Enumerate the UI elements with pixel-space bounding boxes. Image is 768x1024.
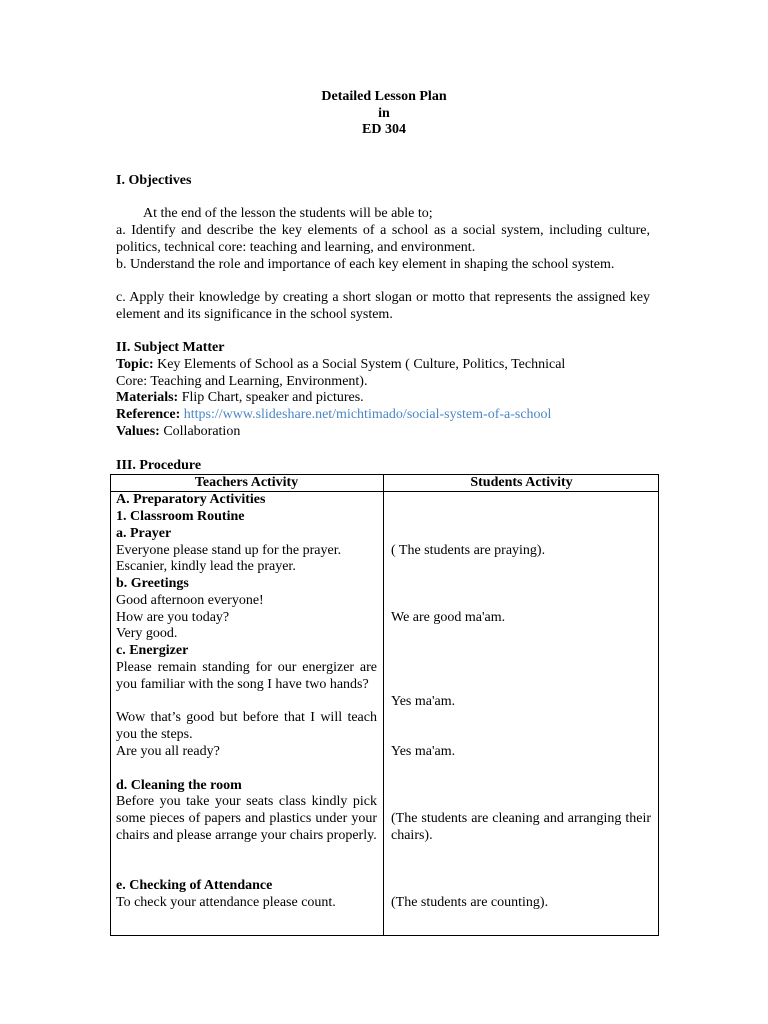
teachers-activity-header: Teachers Activity bbox=[194, 475, 299, 490]
greetings-heading: b. Greetings bbox=[116, 576, 189, 591]
attendance-heading: e. Checking of Attendance bbox=[116, 878, 273, 893]
greetings-student-response: We are good ma'am. bbox=[391, 610, 506, 625]
materials-line bbox=[116, 389, 364, 406]
energizer-student-response: Yes ma'am. bbox=[391, 744, 456, 759]
reference-label: Reference: bbox=[116, 407, 181, 422]
energizer-heading: c. Energizer bbox=[116, 643, 189, 658]
table-column-divider bbox=[383, 474, 384, 936]
materials-value: Flip Chart, speaker and pictures. bbox=[181, 390, 364, 405]
values-line bbox=[116, 423, 240, 440]
greetings-teacher-line: Very good. bbox=[116, 626, 178, 641]
prayer-heading: a. Prayer bbox=[116, 526, 172, 541]
attendance-teacher-text: To check your attendance please count. bbox=[116, 895, 336, 910]
subject-matter-heading: II. Subject Matter bbox=[116, 340, 225, 355]
prayer-teacher-line: Escanier, kindly lead the prayer. bbox=[116, 559, 296, 574]
topic-line bbox=[116, 356, 565, 373]
reference-line bbox=[116, 406, 551, 423]
document-title: Detailed Lesson Plan bbox=[321, 89, 447, 104]
cleaning-heading: d. Cleaning the room bbox=[116, 778, 242, 793]
topic-value: Key Elements of School as a Social System ( Culture, Politics, Technical bbox=[157, 357, 566, 372]
topic-label: Topic: bbox=[116, 357, 154, 372]
reference-link[interactable]: https://www.slideshare.net/michtimado/social-system-of-a-school bbox=[183, 407, 552, 422]
attendance-student-response: (The students are counting). bbox=[391, 895, 549, 910]
values-value: Collaboration bbox=[163, 424, 241, 439]
energizer-teacher-text: Wow that’s good but before that I will teach you the steps. bbox=[116, 710, 377, 742]
procedure-heading: III. Procedure bbox=[116, 458, 202, 473]
preparatory-activities-heading: A. Preparatory Activities bbox=[116, 492, 266, 507]
objectives-heading: I. Objectives bbox=[116, 173, 192, 188]
classroom-routine-heading: 1. Classroom Routine bbox=[116, 509, 245, 524]
greetings-teacher-line: Good afternoon everyone! bbox=[116, 593, 264, 608]
objective-a: a. Identify and describe the key elements of a school as a social system, including culture, politics, technical core: teaching and learning, and environment. bbox=[116, 223, 650, 255]
document-title-in: in bbox=[378, 106, 390, 121]
energizer-student-response: Yes ma'am. bbox=[391, 694, 456, 709]
cleaning-student-response: (The students are cleaning and arranging their chairs). bbox=[391, 811, 651, 843]
energizer-teacher-text: Are you all ready? bbox=[116, 744, 220, 759]
document-course: ED 304 bbox=[362, 122, 406, 137]
cleaning-teacher-text: Before you take your seats class kindly pick some pieces of papers and plastics under your chairs and please arrange your chairs properly. bbox=[116, 794, 377, 843]
objective-b: b. Understand the role and importance of each key element in shaping the school system. bbox=[116, 257, 615, 272]
prayer-teacher-line: Everyone please stand up for the prayer. bbox=[116, 543, 342, 558]
greetings-teacher-line: How are you today? bbox=[116, 610, 230, 625]
students-activity-header: Students Activity bbox=[470, 475, 573, 490]
topic-continued: Core: Teaching and Learning, Environment). bbox=[116, 374, 368, 389]
objective-c: c. Apply their knowledge by creating a short slogan or motto that represents the assigned key element and its significance in the school system. bbox=[116, 290, 650, 322]
energizer-teacher-text: Please remain standing for our energizer are you familiar with the song I have two hands? bbox=[116, 660, 377, 692]
values-label: Values: bbox=[116, 424, 160, 439]
materials-label: Materials: bbox=[116, 390, 179, 405]
prayer-student-response: ( The students are praying). bbox=[391, 543, 546, 558]
objectives-intro: At the end of the lesson the students will be able to; bbox=[143, 206, 433, 221]
